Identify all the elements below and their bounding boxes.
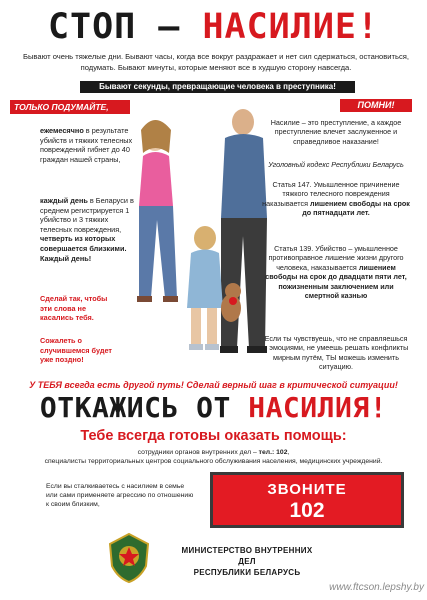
black-banner: Бывают секунды, превращающие человека в преступника! [80,81,355,93]
call-box[interactable] [210,472,404,528]
help-line-1 [10,448,417,457]
fact-monthly-text: в результате убийств и тяжких телесных повреждений гибнет до 40 граждан нашей страны, [40,126,133,164]
article-147-penalty: лишением свободы на срок до пятнадцати лет. [302,198,410,218]
fact-daily [40,196,136,263]
help-phone: тел.: 102 [258,449,288,456]
help-sources [10,448,417,466]
fact-daily-text: в Беларуси в среднем регистрируется 1 убийство и 3 тяжких телесных повреждения, [40,196,134,234]
headline-part-2: НАСИЛИЯ! [248,391,388,424]
article-139-penalty: лишением свободы на срок до двадцати пяти лет, пожизненным заключением или смертной казнью [265,262,407,301]
page-title [0,6,427,48]
headline-part-1: ОТКАЖИСЬ ОТ [39,391,249,424]
help-line-1-end: , [287,449,290,456]
title-part-1: СТОП – [47,7,203,47]
violence-note: Если вы сталкиваетесь с насилием в семье или сами применяете агрессию по отношению к своим близким, [46,483,194,508]
fact-monthly [40,126,136,164]
ministry-name [172,545,322,578]
criminal-code-title-text: Уголовный кодекс Республики Беларусь [268,160,404,169]
help-line-2: специалисты территориальных центров социального обслуживания населения, медицинских учреждений. [44,458,383,465]
criminal-code-title [262,160,410,169]
article-147 [262,180,410,218]
intro-text: Бывают очень тяжелые дни. Бывают часы, когда все вокруг раздражает и нет сил сдержаться, остановиться, подумать. Бывают минуты, которые меняют все в худшую сторону навсегда. [22,52,410,72]
ministry-line-2: РЕСПУБЛИКИ БЕЛАРУСЬ [193,568,301,577]
family-photo [125,108,275,374]
mvd-emblem-icon [106,532,152,584]
call-label: ЗВОНИТЕ [267,481,347,498]
red-call-2: Сожалеть о случившемся будет уже поздно! [40,336,113,365]
article-139 [262,244,410,300]
help-heading: Тебе всегда готовы оказать помощь: [80,428,347,444]
article-147-text: Статья 147. Умышленное причинение тяжкого телесного повреждения наказывается [262,180,400,208]
other-way-line: У ТЕБЯ всегда есть другой путь! Сделай верный шаг в критической ситуации! [29,380,398,390]
help-line-1-text: сотрудники органов внутренних дел – [137,449,259,456]
think-label: ТОЛЬКО ПОДУМАЙТЕ, [10,100,130,114]
fact-daily-lead: каждый день [40,196,88,205]
fact-daily-bold: четверть из которых совершается близкими. Каждый день! [40,234,127,263]
title-part-2: НАСИЛИЕ! [202,7,380,47]
main-headline [0,391,427,425]
article-139-text: Статья 139. Убийство – умышленное противоправное лишение жизни другого человека, наказывается [268,244,404,272]
remember-text: Насилие – это преступление, а каждое преступление влечет заслуженное и справедливое наказание! [270,118,402,146]
ministry-line-1: МИНИСТЕРСТВО ВНУТРЕННИХ ДЕЛ [181,546,313,566]
red-call-1: Сделай так, чтобы эти слова не касались тебя. [40,294,108,323]
website-watermark: www.ftcson.lepshy.by [329,582,424,593]
call-number[interactable]: 102 [289,499,325,522]
fact-monthly-lead: ежемесячно [40,126,84,135]
advice-text: Если ты чувствуешь, что не справляешься с эмоциями, не умеешь решать конфликты мирным путём, ТЫ можешь изменить ситуацию. [263,334,409,372]
remember-label: ПОМНИ! [340,99,412,112]
